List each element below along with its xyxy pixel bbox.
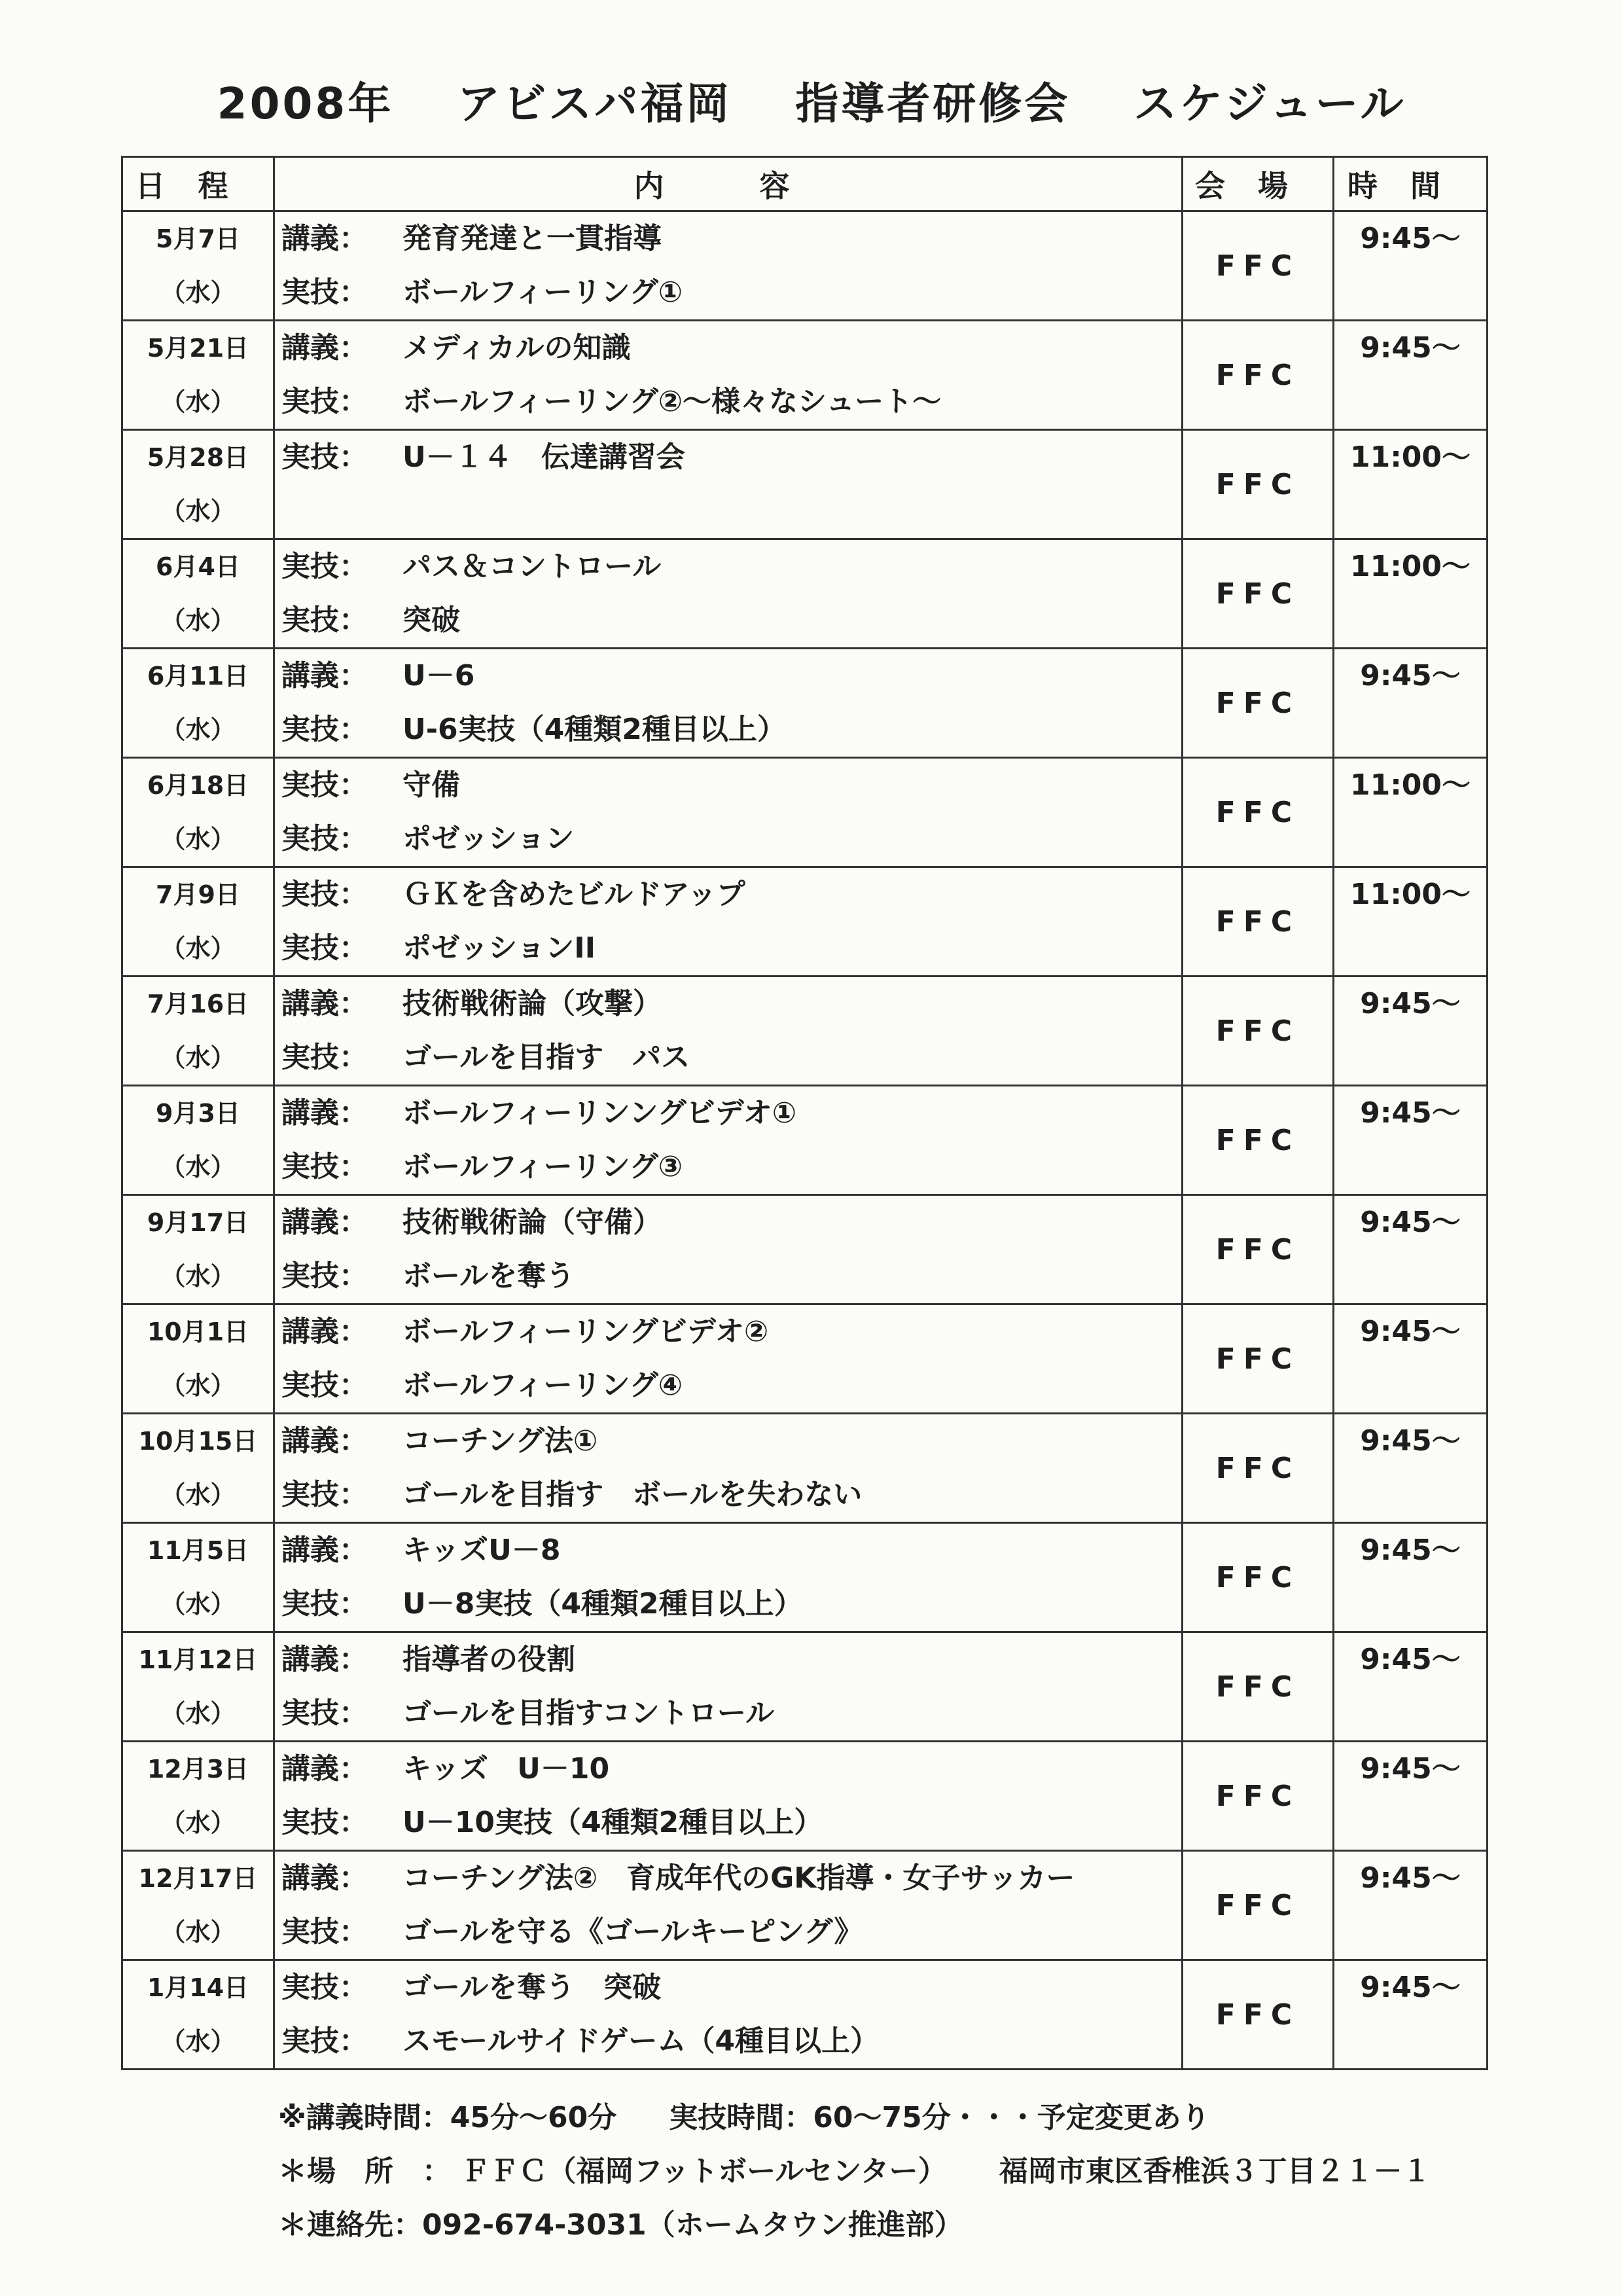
- content-text: ゴールを目指す パス: [402, 1041, 690, 1074]
- venue-cell: FFC: [1183, 539, 1334, 649]
- content-label: 講義：: [281, 1534, 368, 1567]
- content-label: 実技：: [281, 713, 368, 746]
- date-text: 5月21日: [147, 334, 249, 363]
- weekday-text: （水）: [160, 1699, 236, 1728]
- content-line: [275, 1796, 1181, 1850]
- content-line: [275, 1852, 1181, 1905]
- date-cell: [122, 1523, 274, 1632]
- venue-cell: FFC: [1183, 321, 1334, 430]
- table-row: [122, 977, 1488, 1086]
- content-cell: [274, 1523, 1183, 1632]
- content-line: [275, 321, 1181, 375]
- date-text: 7月16日: [147, 990, 249, 1018]
- time-cell: 9:45～: [1334, 321, 1488, 430]
- content-line: [275, 1031, 1181, 1085]
- content-text: コーチング法② 育成年代のGK指導・女子サッカー: [402, 1861, 1075, 1895]
- table-row: [122, 649, 1488, 758]
- weekday-text: （水）: [160, 1371, 236, 1400]
- weekday-text: （水）: [160, 497, 236, 526]
- note-place-name: ＦＦＣ（福岡フットボールセンター）: [461, 2155, 947, 2188]
- time-cell: 9:45～: [1334, 1851, 1488, 1960]
- venue-cell: FFC: [1183, 1304, 1334, 1414]
- content-line: [275, 1305, 1181, 1359]
- time-cell: 9:45～: [1334, 211, 1488, 321]
- page-title: [0, 69, 1623, 131]
- table-row: [122, 1960, 1488, 2070]
- table-header-row: [122, 157, 1488, 211]
- content-label: 実技：: [281, 1259, 368, 1293]
- date-cell: [122, 1195, 274, 1304]
- content-line: [275, 1249, 1181, 1303]
- content-text: ボールフィーリングビデオ②: [402, 1315, 769, 1348]
- title-club: アビスパ福岡: [457, 79, 732, 129]
- time-cell: 11:00～: [1334, 758, 1488, 867]
- content-line: [275, 1524, 1181, 1577]
- date-text: 11月5日: [147, 1536, 249, 1565]
- content-label: 実技：: [281, 1369, 368, 1402]
- venue-cell: FFC: [1183, 1632, 1334, 1742]
- table-row: [122, 430, 1488, 539]
- date-cell: [122, 321, 274, 430]
- weekday-text: （水）: [160, 1153, 236, 1181]
- content-label: 実技：: [281, 1915, 368, 1948]
- header-content: 内 容: [274, 157, 1183, 211]
- table-row: [122, 1304, 1488, 1414]
- content-label: 講義：: [281, 1861, 368, 1895]
- date-text: 12月17日: [138, 1864, 258, 1893]
- date-text: 7月9日: [156, 880, 240, 909]
- time-cell: 9:45～: [1334, 1632, 1488, 1742]
- table-row: [122, 321, 1488, 430]
- content-label: 実技：: [281, 822, 368, 855]
- content-text: スモールサイドゲーム（4種目以上）: [402, 2024, 880, 2058]
- content-label: 講義：: [281, 659, 368, 692]
- time-cell: 9:45～: [1334, 1523, 1488, 1632]
- venue-cell: FFC: [1183, 1851, 1334, 1960]
- content-line: [275, 375, 1181, 429]
- content-text: ゴールを奪う 突破: [402, 1971, 662, 2004]
- venue-cell: FFC: [1183, 867, 1334, 977]
- date-text: 9月17日: [147, 1208, 249, 1237]
- content-line: [275, 212, 1181, 266]
- table-row: [122, 1742, 1488, 1851]
- date-cell: [122, 1086, 274, 1195]
- content-line: [275, 1196, 1181, 1249]
- content-text: コーチング法①: [402, 1424, 598, 1458]
- schedule-table: [121, 156, 1488, 2070]
- time-cell: 11:00～: [1334, 430, 1488, 539]
- note-lecture-time: ※講義時間：45分～60分: [278, 2101, 617, 2134]
- venue-cell: FFC: [1183, 1523, 1334, 1632]
- date-text: 12月3日: [147, 1755, 249, 1784]
- time-cell: 9:45～: [1334, 1960, 1488, 2070]
- date-cell: [122, 977, 274, 1086]
- date-cell: [122, 430, 274, 539]
- content-label: 実技：: [281, 1587, 368, 1621]
- content-cell: [274, 649, 1183, 758]
- content-text: ゴールを守る《ゴールキーピング》: [402, 1915, 863, 1948]
- content-line: [275, 1577, 1181, 1631]
- table-row: [122, 1851, 1488, 1960]
- content-text: ボールフィーリング①: [402, 276, 683, 309]
- content-label: 実技：: [281, 931, 368, 965]
- weekday-text: （水）: [160, 825, 236, 853]
- table-row: [122, 211, 1488, 321]
- title-word: スケジュール: [1133, 79, 1406, 129]
- content-label: 実技：: [281, 1971, 368, 2004]
- content-line: [275, 1742, 1181, 1796]
- date-text: 11月12日: [138, 1645, 258, 1674]
- time-cell: 11:00～: [1334, 867, 1488, 977]
- content-label: 講義：: [281, 1315, 368, 1348]
- content-line: [275, 1687, 1181, 1740]
- content-label: 実技：: [281, 1041, 368, 1074]
- content-text: ボールフィーリング③: [402, 1150, 683, 1183]
- date-text: 5月28日: [147, 443, 249, 472]
- content-line: [275, 1414, 1181, 1468]
- content-text: 突破: [402, 603, 460, 637]
- date-cell: [122, 1304, 274, 1414]
- venue-cell: FFC: [1183, 430, 1334, 539]
- time-cell: 9:45～: [1334, 1414, 1488, 1523]
- content-line: [275, 1961, 1181, 2015]
- content-text: U－１４ 伝達講習会: [402, 440, 685, 474]
- content-cell: [274, 867, 1183, 977]
- venue-cell: FFC: [1183, 1960, 1334, 2070]
- date-cell: [122, 649, 274, 758]
- content-label: 講義：: [281, 1643, 368, 1676]
- time-cell: 9:45～: [1334, 1086, 1488, 1195]
- content-cell: [274, 977, 1183, 1086]
- header-date: 日程: [122, 157, 274, 211]
- content-text: U－6: [402, 659, 475, 692]
- content-text: ポゼッションII: [402, 931, 596, 965]
- table-row: [122, 1195, 1488, 1304]
- date-cell: [122, 1414, 274, 1523]
- date-text: 10月15日: [138, 1427, 258, 1456]
- note-contact: ＊連絡先：092-674-3031（ホームタウン推進部）: [278, 2208, 963, 2242]
- content-line: [275, 431, 1181, 484]
- content-text: メディカルの知識: [402, 331, 631, 365]
- date-cell: [122, 758, 274, 867]
- date-text: 9月3日: [156, 1099, 240, 1128]
- time-cell: 9:45～: [1334, 649, 1488, 758]
- table-row: [122, 1523, 1488, 1632]
- content-cell: [274, 321, 1183, 430]
- title-event: 指導者研修会: [795, 79, 1071, 129]
- date-cell: [122, 867, 274, 977]
- content-cell: [274, 1960, 1183, 2070]
- content-cell: [274, 211, 1183, 321]
- content-line: [275, 484, 1181, 538]
- content-text: キッズU－8: [402, 1534, 561, 1567]
- content-label: 講義：: [281, 1424, 368, 1458]
- weekday-text: （水）: [160, 606, 236, 635]
- content-text: キッズ U－10: [402, 1752, 610, 1785]
- venue-cell: FFC: [1183, 211, 1334, 321]
- note-place-label: ＊場 所 ：: [278, 2155, 451, 2188]
- content-line: [275, 594, 1181, 647]
- content-label: 実技：: [281, 768, 368, 802]
- note-duration: [278, 2091, 1431, 2145]
- table-row: [122, 758, 1488, 867]
- content-cell: [274, 1742, 1183, 1851]
- content-text: パス＆コントロール: [402, 550, 662, 583]
- content-line: [275, 759, 1181, 812]
- date-cell: [122, 1632, 274, 1742]
- date-cell: [122, 1960, 274, 2070]
- venue-cell: FFC: [1183, 1414, 1334, 1523]
- content-text: ボールフィーリンングビデオ①: [402, 1096, 796, 1130]
- content-text: ゴールを目指す ボールを失わない: [402, 1478, 863, 1511]
- content-text: ポゼッション: [402, 822, 575, 855]
- notes: [278, 2091, 1431, 2252]
- date-text: 6月18日: [147, 771, 249, 800]
- content-cell: [274, 1195, 1183, 1304]
- content-text: 守備: [402, 768, 460, 802]
- content-text: ボールフィーリング④: [402, 1369, 683, 1402]
- content-label: 実技：: [281, 1150, 368, 1183]
- content-line: [275, 977, 1181, 1031]
- venue-cell: FFC: [1183, 1742, 1334, 1851]
- table-row: [122, 1414, 1488, 1523]
- content-label: 実技：: [281, 1478, 368, 1511]
- content-label: 講義：: [281, 1206, 368, 1239]
- header-venue: 会場: [1183, 157, 1334, 211]
- venue-cell: FFC: [1183, 649, 1334, 758]
- table-row: [122, 1632, 1488, 1742]
- date-cell: [122, 539, 274, 649]
- content-label: 実技：: [281, 603, 368, 637]
- date-text: 5月7日: [156, 224, 240, 253]
- note-place: [278, 2145, 1431, 2198]
- content-line: [275, 922, 1181, 975]
- weekday-text: （水）: [160, 934, 236, 963]
- content-label: 実技：: [281, 2024, 368, 2058]
- content-text: U－10実技（4種類2種目以上）: [402, 1806, 823, 1839]
- venue-cell: FFC: [1183, 758, 1334, 867]
- content-label: 実技：: [281, 1806, 368, 1839]
- content-label: 実技：: [281, 385, 368, 418]
- content-line: [275, 868, 1181, 922]
- note-place-address: 福岡市東区香椎浜３丁目２１－１: [999, 2155, 1431, 2188]
- date-cell: [122, 211, 274, 321]
- weekday-text: （水）: [160, 1918, 236, 1946]
- venue-cell: FFC: [1183, 1195, 1334, 1304]
- content-cell: [274, 430, 1183, 539]
- content-cell: [274, 1632, 1183, 1742]
- date-text: 6月4日: [156, 552, 240, 581]
- weekday-text: （水）: [160, 1262, 236, 1291]
- content-cell: [274, 1414, 1183, 1523]
- content-label: 実技：: [281, 878, 368, 911]
- content-line: [275, 1905, 1181, 1959]
- content-cell: [274, 539, 1183, 649]
- time-cell: 9:45～: [1334, 1195, 1488, 1304]
- time-cell: 11:00～: [1334, 539, 1488, 649]
- content-line: [275, 1140, 1181, 1194]
- date-text: 1月14日: [147, 1973, 249, 2002]
- date-cell: [122, 1742, 274, 1851]
- date-text: 10月1日: [147, 1318, 249, 1346]
- content-line: [275, 1633, 1181, 1687]
- content-cell: [274, 758, 1183, 867]
- weekday-text: （水）: [160, 2027, 236, 2056]
- time-cell: 9:45～: [1334, 1304, 1488, 1414]
- content-label: 講義：: [281, 987, 368, 1020]
- content-text: 技術戦術論（攻撃）: [402, 987, 662, 1020]
- weekday-text: （水）: [160, 1043, 236, 1072]
- note-practice-time: 実技時間：60～75分・・・予定変更あり: [669, 2101, 1210, 2134]
- content-label: 講義：: [281, 331, 368, 365]
- time-cell: 9:45～: [1334, 1742, 1488, 1851]
- venue-cell: FFC: [1183, 977, 1334, 1086]
- date-text: 6月11日: [147, 662, 249, 691]
- weekday-text: （水）: [160, 387, 236, 416]
- content-text: ゴールを目指すコントロール: [402, 1696, 775, 1730]
- date-cell: [122, 1851, 274, 1960]
- content-label: 実技：: [281, 1696, 368, 1730]
- content-line: [275, 1086, 1181, 1140]
- content-text: ＧＫを含めたビルドアップ: [402, 878, 745, 911]
- content-label: 実技：: [281, 550, 368, 583]
- content-text: U－8実技（4種類2種目以上）: [402, 1587, 803, 1621]
- content-label: 講義：: [281, 222, 368, 255]
- content-line: [275, 2015, 1181, 2068]
- weekday-text: （水）: [160, 1808, 236, 1837]
- title-year: 2008年: [217, 79, 394, 129]
- weekday-text: （水）: [160, 278, 236, 307]
- weekday-text: （水）: [160, 1480, 236, 1509]
- time-cell: 9:45～: [1334, 977, 1488, 1086]
- content-cell: [274, 1304, 1183, 1414]
- content-text: 技術戦術論（守備）: [402, 1206, 662, 1239]
- content-line: [275, 266, 1181, 319]
- content-text: 発育発達と一貫指導: [402, 222, 662, 255]
- content-line: [275, 1468, 1181, 1522]
- content-line: [275, 703, 1181, 757]
- content-line: [275, 540, 1181, 594]
- content-label: 講義：: [281, 1752, 368, 1785]
- table-row: [122, 1086, 1488, 1195]
- content-label: 実技：: [281, 276, 368, 309]
- table-row: [122, 539, 1488, 649]
- content-label: 講義：: [281, 1096, 368, 1130]
- content-text: 指導者の役割: [402, 1643, 575, 1676]
- content-line: [275, 649, 1181, 703]
- content-text: ボールフィーリング②～様々なシュート～: [402, 385, 942, 418]
- header-time: 時間: [1334, 157, 1488, 211]
- venue-cell: FFC: [1183, 1086, 1334, 1195]
- content-text: ボールを奪う: [402, 1259, 575, 1293]
- content-cell: [274, 1851, 1183, 1960]
- content-label: 実技：: [281, 440, 368, 474]
- content-line: [275, 1359, 1181, 1412]
- weekday-text: （水）: [160, 1590, 236, 1619]
- content-line: [275, 812, 1181, 866]
- content-cell: [274, 1086, 1183, 1195]
- table-row: [122, 867, 1488, 977]
- weekday-text: （水）: [160, 715, 236, 744]
- content-text: U-6実技（4種類2種目以上）: [402, 713, 786, 746]
